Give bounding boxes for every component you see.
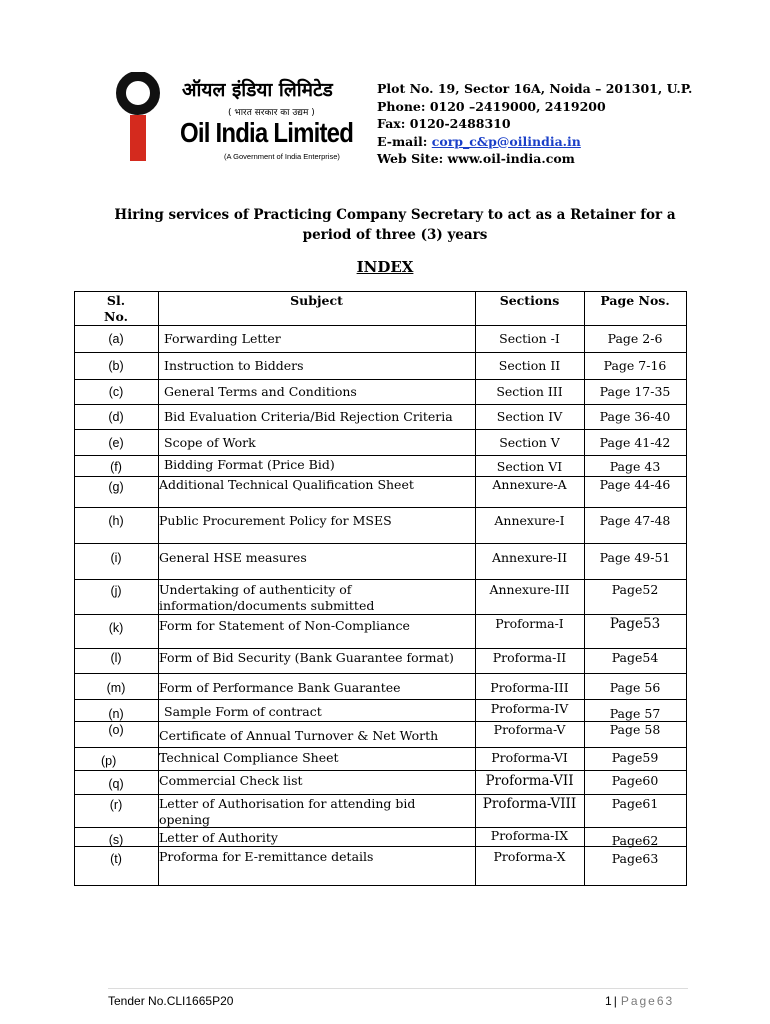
website: Web Site: www.oil-india.com xyxy=(377,151,575,166)
row-subject: Bidding Format (Price Bid) xyxy=(164,457,335,472)
page-number: 1 xyxy=(605,994,612,1008)
row-sl: (p) xyxy=(101,754,117,768)
row-sl: (l) xyxy=(110,651,122,665)
row-subject xyxy=(159,796,415,828)
row-sl: (o) xyxy=(108,723,124,737)
header-sl xyxy=(74,293,158,325)
row-section: Section III xyxy=(496,384,563,399)
row-sl: (e) xyxy=(108,436,124,450)
header-subject: Subject xyxy=(290,293,343,308)
row-subject-line-2: opening xyxy=(159,812,211,827)
row-sl: (d) xyxy=(108,410,124,424)
row-pages: Page 47-48 xyxy=(599,513,671,528)
row-pages: Page 44-46 xyxy=(599,477,671,492)
row-sl: (i) xyxy=(110,551,122,565)
row-section: Proforma-V xyxy=(493,722,566,737)
row-subject: Forwarding Letter xyxy=(164,331,281,346)
row-subject: Certificate of Annual Turnover & Net Worth xyxy=(159,728,439,743)
row-pages: Page 17-35 xyxy=(599,384,671,399)
heading-line-1: Hiring services of Practicing Company Secretary to act as a Retainer for a xyxy=(114,207,676,223)
row-subject: Form for Statement of Non-Compliance xyxy=(159,618,410,633)
row-sl: (r) xyxy=(109,798,123,812)
tender-number: Tender No.CLI1665P20 xyxy=(108,994,234,1008)
row-subject: Commercial Check list xyxy=(159,773,303,788)
row-sl: (k) xyxy=(108,621,124,635)
row-pages: Page 36-40 xyxy=(599,409,671,424)
logo-hindi-tagline: ( भारत सरकार का उद्यम ) xyxy=(228,108,315,118)
email-link[interactable]: corp_c&p@oilindia.in xyxy=(431,133,581,149)
row-subject: Technical Compliance Sheet xyxy=(159,750,339,765)
row-pages: Page 58 xyxy=(609,722,661,737)
row-pages: Page53 xyxy=(609,616,661,632)
row-sl: (j) xyxy=(110,584,122,598)
row-subject: Form of Bid Security (Bank Guarantee format) xyxy=(159,650,454,665)
row-sl: (m) xyxy=(106,681,126,695)
row-section: Annexure-I xyxy=(494,513,565,528)
row-pages: Page52 xyxy=(611,582,659,597)
row-sl: (q) xyxy=(108,777,124,791)
row-subject: General HSE measures xyxy=(159,550,307,565)
row-section: Section -I xyxy=(499,331,560,346)
row-section: Section II xyxy=(498,358,561,373)
row-sl: (n) xyxy=(108,707,124,721)
row-section: Proforma-II xyxy=(492,650,567,665)
row-section: Annexure-II xyxy=(491,550,568,565)
fax: Fax: 0120-2488310 xyxy=(377,116,511,131)
row-sl: (s) xyxy=(108,833,124,847)
row-sl: (b) xyxy=(108,359,124,373)
document-heading xyxy=(100,205,690,245)
row-subject: Proforma for E-remittance details xyxy=(159,849,374,864)
address: Plot No. 19, Sector 16A, Noida – 201301, U.P. xyxy=(377,81,693,96)
row-sl: (g) xyxy=(108,480,124,494)
row-subject: Additional Technical Qualification Sheet xyxy=(159,477,414,492)
header-sl-line-2: No. xyxy=(104,309,128,324)
row-subject: Scope of Work xyxy=(164,435,256,450)
row-section: Section VI xyxy=(496,459,563,474)
index-title: INDEX xyxy=(356,258,414,276)
phone: Phone: 0120 –2419000, 2419200 xyxy=(377,98,606,114)
email-label: E-mail: xyxy=(377,133,432,149)
row-pages: Page 49-51 xyxy=(599,550,671,565)
row-section: Proforma-VIII xyxy=(482,796,577,812)
row-section: Proforma-IV xyxy=(490,701,569,716)
row-section: Annexure-A xyxy=(492,477,567,492)
row-pages: Page62 xyxy=(611,833,659,848)
row-sl: (f) xyxy=(110,460,122,474)
heading-line-2: period of three (3) years xyxy=(302,227,488,243)
row-pages: Page59 xyxy=(611,750,659,765)
header-sl-line-1: Sl. xyxy=(106,293,126,308)
page-label: Page63 xyxy=(620,994,675,1008)
row-subject xyxy=(159,582,374,614)
row-sl: (a) xyxy=(108,332,124,346)
page-sep: | xyxy=(613,994,617,1008)
row-section: Annexure-III xyxy=(489,582,570,597)
row-sl: (c) xyxy=(108,385,124,399)
row-subject-line-1: Letter of Authorisation for attending bid xyxy=(159,796,416,811)
page-footer xyxy=(605,994,674,1008)
row-subject: Bid Evaluation Criteria/Bid Rejection Criteria xyxy=(164,409,453,424)
row-pages: Page63 xyxy=(611,851,659,866)
oil-india-logo xyxy=(116,72,361,167)
row-section: Proforma-VI xyxy=(491,750,568,765)
row-section: Proforma-VII xyxy=(485,773,574,789)
logo-hindi-name: ऑयल इंडिया लिमिटेड xyxy=(182,79,333,101)
contact-block xyxy=(377,80,692,168)
logo-english-tagline: (A Government of India Enterprise) xyxy=(224,152,340,161)
row-pages: Page 56 xyxy=(609,680,661,695)
row-subject: General Terms and Conditions xyxy=(164,384,357,399)
email-line xyxy=(377,133,692,151)
row-section: Proforma-IX xyxy=(490,828,569,843)
row-subject: Sample Form of contract xyxy=(164,704,322,719)
row-section: Section IV xyxy=(496,409,563,424)
row-subject: Instruction to Bidders xyxy=(164,358,304,373)
row-pages: Page 43 xyxy=(609,459,661,474)
row-pages: Page 2-6 xyxy=(607,331,663,346)
logo-english-name: Oil India Limited xyxy=(180,118,354,150)
row-pages: Page54 xyxy=(611,650,659,665)
row-subject: Public Procurement Policy for MSES xyxy=(159,513,392,528)
row-sl: (h) xyxy=(108,514,124,528)
row-pages: Page60 xyxy=(611,773,659,788)
header-pages: Page Nos. xyxy=(600,293,670,308)
row-pages: Page 7-16 xyxy=(603,358,667,373)
row-subject: Form of Performance Bank Guarantee xyxy=(159,680,401,695)
header-sections: Sections xyxy=(499,293,560,308)
row-subject-line-1: Undertaking of authenticity of xyxy=(159,582,352,597)
row-subject: Letter of Authority xyxy=(159,830,278,845)
row-section: Proforma-I xyxy=(495,616,564,631)
footer-rule xyxy=(108,988,688,989)
row-pages: Page 41-42 xyxy=(599,435,671,450)
row-section: Proforma-X xyxy=(493,849,566,864)
row-subject-line-2: information/documents submitted xyxy=(159,598,375,613)
row-sl: (t) xyxy=(110,852,122,866)
row-pages: Page61 xyxy=(611,796,659,811)
row-pages: Page 57 xyxy=(609,706,661,721)
row-section: Section V xyxy=(499,435,560,450)
row-section: Proforma-III xyxy=(490,680,569,695)
